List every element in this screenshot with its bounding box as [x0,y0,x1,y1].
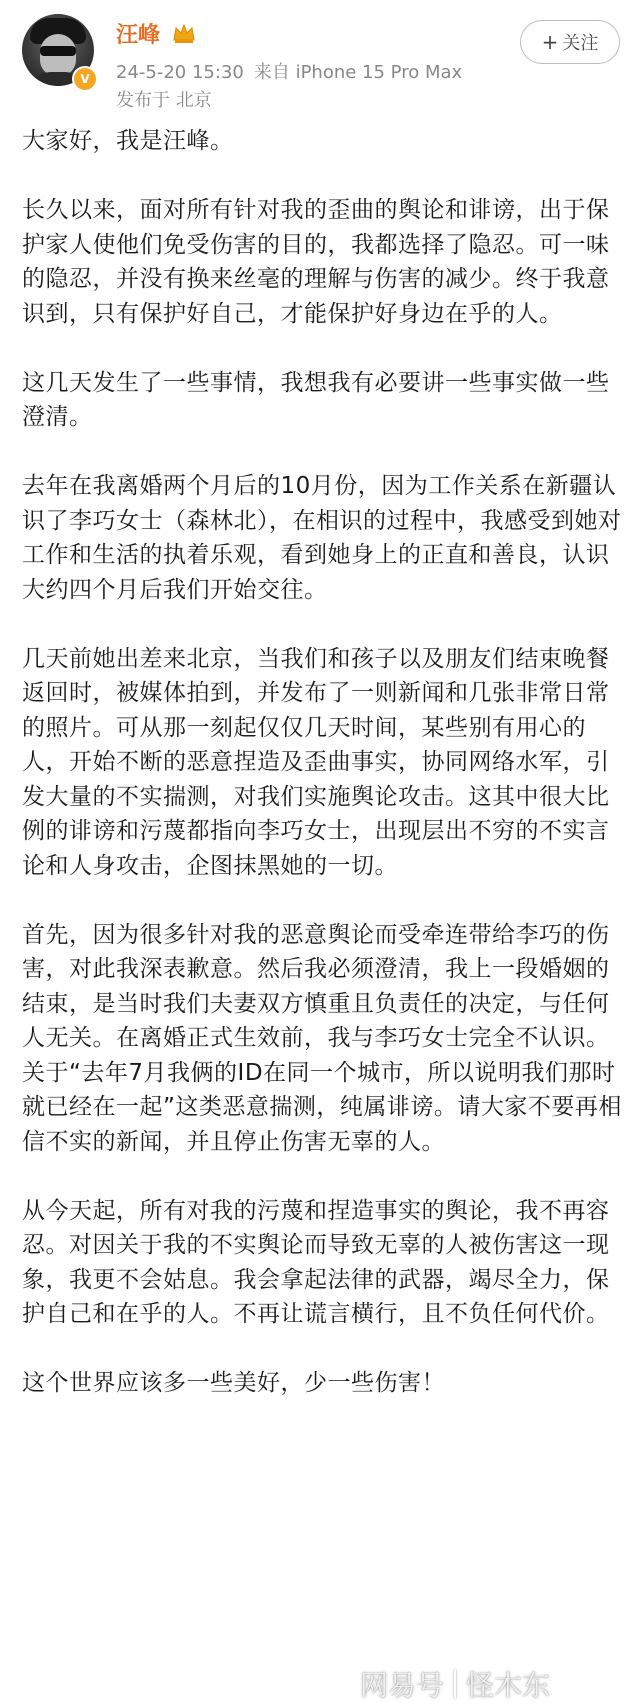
username[interactable]: 汪峰 [116,23,161,48]
post-paragraph: 去年在我离婚两个月后的10月份，因为工作关系在新疆认识了李巧女士（森林北），在相识的过程中，我感受到她对工作和生活的执着乐观，看到她身上的正直和善良，认识大约四个月后我们开始交往。 [22,473,622,603]
watermark-left: 网易号 [360,1669,445,1702]
post-paragraph: 几天前她出差来北京，当我们和孩子以及朋友们结束晚餐返回时，被媒体拍到，并发布了一则新闻和几张非常日常的照片。可从那一刻起仅仅几天时间，某些别有用心的人，开始不断的恶意捏造及歪曲事实，协同网络水军，引发大量的不实揣测，对我们实施舆论攻击。这其中很大比例的诽谤和污蔑都指向李巧女士，出现层出不穷的不实言论和人身攻击，企图抹黑她的一切。 [22,645,610,879]
avatar-glasses [40,46,76,56]
post-content [22,124,622,1435]
post-paragraph: 长久以来，面对所有针对我的歪曲的舆论和诽谤，出于保护家人使他们免受伤害的目的，我都选择了隐忍。可一味的隐忍，并没有换来丝毫的理解与伤害的减少。终于我意识到，只有保护好自己，才能保护好身边在乎的人。 [22,197,610,327]
post-paragraph: 这几天发生了一些事情，我想我有必要讲一些事实做一些澄清。 [22,369,610,430]
crown-icon [172,22,196,44]
post-source: 来自 iPhone 15 Pro Max [253,62,463,83]
verified-badge-icon: V [72,66,98,92]
post-paragraph: 大家好，我是汪峰。 [22,128,234,154]
follow-label: 关注 [562,33,599,54]
follow-button[interactable] [520,20,620,64]
post-meta [116,58,472,84]
plus-icon: + [541,30,559,54]
watermark-divider [454,1670,456,1698]
post-header [0,0,640,120]
post-paragraph: 首先，因为很多针对我的恶意舆论而受牵连带给李巧的伤害，对此我深表歉意。然后我必须澄清，我上一段婚姻的结束，是当时我们夫妻双方慎重且负责任的决定，与任何人无关。在离婚正式生效前，我与李巧女士完全不认识。关于“去年7月我俩的ID在同一个城市，所以说明我们那时就已经在一起”这类恶意揣测，纯属诽谤。请大家不要再相信不实的新闻，并且停止伤害无辜的人。 [22,921,622,1155]
watermark-right: 怪木东 [466,1669,551,1702]
post-date: 24-5-20 15:30 [116,62,244,83]
post-paragraph: 这个世界应该多一些美好，少一些伤害！ [22,1370,445,1396]
post-paragraph: 从今天起，所有对我的污蔑和捏造事实的舆论，我不再容忍。对因关于我的不实舆论而导致无辜的人被伤害这一现象，我更不会姑息。我会拿起法律的武器，竭尽全力，保护自己和在乎的人。不再让谎言横行，且不负任何代价。 [22,1197,610,1327]
post-location: 发布于 北京 [116,90,212,111]
watermark [360,1664,550,1704]
